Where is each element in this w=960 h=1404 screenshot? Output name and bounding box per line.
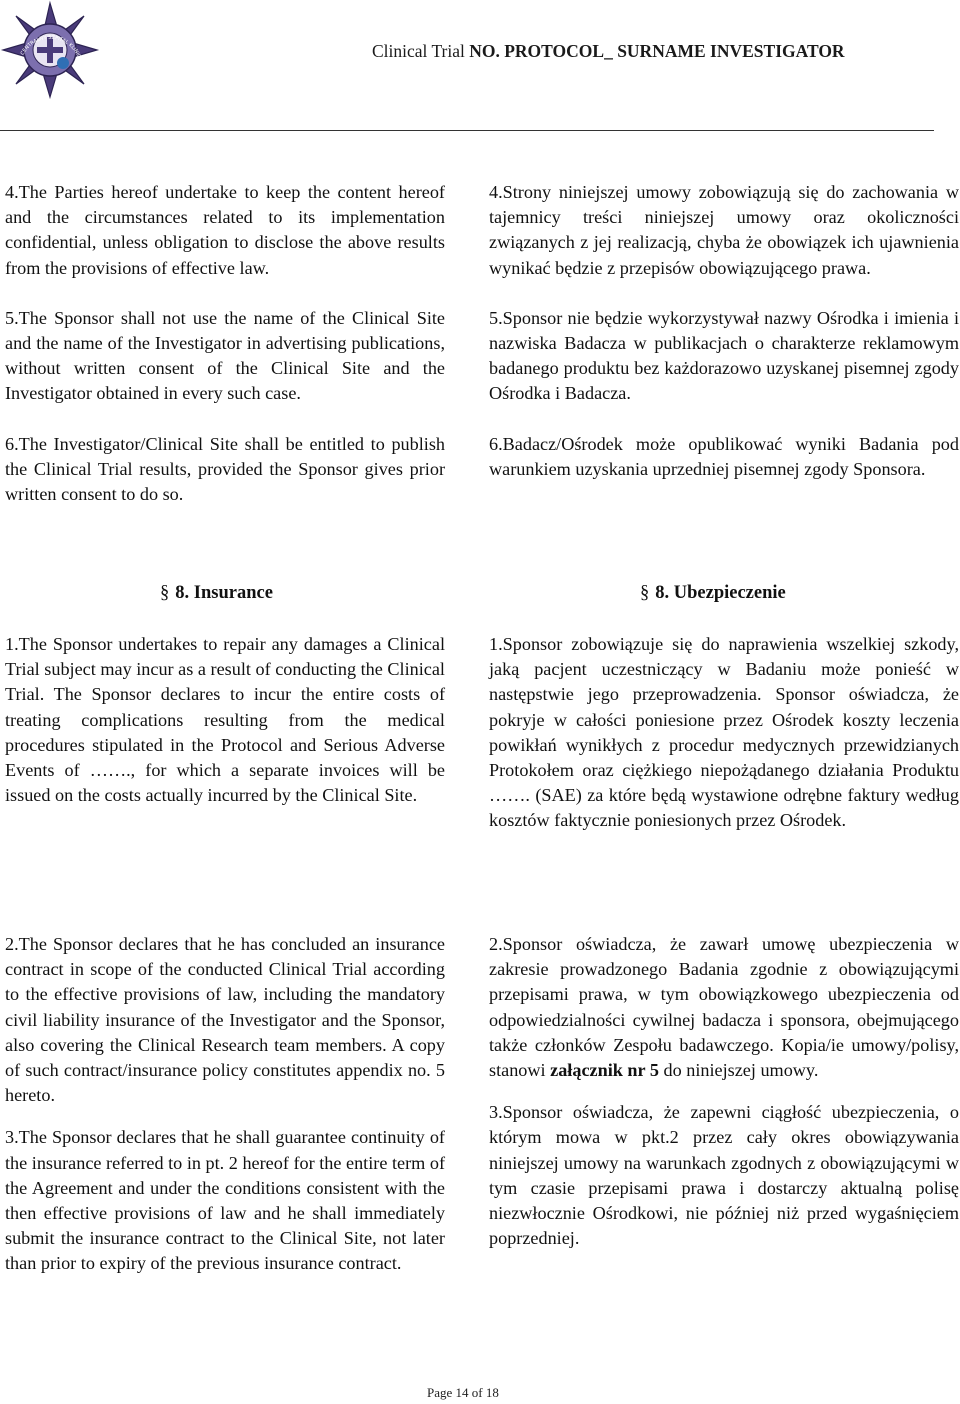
pl-insurance-3: 3.Sponsor oświadcza, że zapewni ciągłość ubezpieczenia, o którym mowa w pkt.2 przez cały okres obowiązywania niniejszej umowy na warunkach zgodnych z obowiązującymi w tym czasie przepisami prawa i dostarczy aktualną polisę niezwłocznie Ośrodkowi, nie później niż przed wygaśnięciem poprzedniej. [489,1102,959,1249]
en-insurance-2: 2.The Sponsor declares that he has concluded an insurance contract in scope of the conducted Clinical Trial according to the effective provisions of law, including the mandatory civil liability insurance of the Investigator and the Sponsor, also covering the Clinical Research team members. A copy of such contract/insurance policy constitutes appendix no. 5 hereto. [5,934,445,1106]
pl-insurance-1: 1.Sponsor zobowiązuje się do naprawienia wszelkiej szkody, jaką pacjent uczestniczący w Badaniu może ponieść w następstwie jego przeprowadzenia. Sponsor oświadcza, że pokryje w całości poniesione przez Ośrodek koszty leczenia powikłań wynikłych z procedur medycznych przewidzianych Protokołem oraz ciężkiego niepożądanego działania Produktu ……. (SAE) za które będą wystawione odrębne faktury według kosztów faktycznie poniesionych przez Ośrodek. [489,634,959,831]
pl-insurance-2: 2.Sponsor oświadcza, że zawarł umowę ubezpieczenia w zakresie prowadzonego Badania zgodnie z obowiązującymi przepisami prawa, w tym obowiązkowego ubezpieczenia od odpowiedzialności cywilnej badacza i sponsora, obejmującego także członków Zespołu badawczego. Kopia/ie umowy/polisy, stanowi załącznik nr 5 do niniejszej umowy. [489,934,959,1081]
en-clause-4: 4.The Parties hereof undertake to keep the content hereof and the circumstances related to its implementation confidential, unless obligation to disclose the above results from the provisions of effective law. [5,182,445,278]
hospital-logo [0,0,100,100]
en-insurance-1: 1.The Sponsor undertakes to repair any damages a Clinical Trial subject may incur as a result of conducting the Clinical Trial. The Sponsor declares to incur the entire costs of treating complications resulting from the medical procedures stipulated in the Protocol and Serious Adverse Events of ……., for which a separate invoices will be issued on the costs actually incurred by the Clinical Site. [5,634,445,806]
svg-text:CENTRALNY SZPITAL KLINICZNY: CENTRALNY SZPITAL KLINIC [19,34,82,60]
en-section-heading: § 8. Insurance [160,583,273,603]
en-clause-5: 5.The Sponsor shall not use the name of the Clinical Site and the name of the Investigator in advertising publications, without written consent of the Clinical Site and the Investigator obtained in every such case. [5,307,445,404]
header-title: Clinical Trial NO. PROTOCOL_ SURNAME INVESTIGATOR [372,41,845,61]
pl-section-heading: § 8. Ubezpieczenie [640,583,786,603]
pl-clause-5: 5.Sponsor nie będzie wykorzystywał nazwy Ośrodka i imienia i nazwiska Badacza w publikacjach o charakterze reklamowym badanego produktu bez każdorazowo uzyskanej pisemnej zgody Ośrodka i Badacza. [489,307,959,404]
en-column-top [5,180,445,507]
en-insurance-3: 3.The Sponsor declares that he shall guarantee continuity of the insurance referred to in pt. 2 hereof for the entire term of the Agreement and under the conditions consistent with the then effective provisions of law and he shall immediately submit the insurance contract to the Clinical Site, not later than prior to expiry of the previous insurance contract. [5,1127,445,1274]
pl-clause-6: 6.Badacz/Ośrodek może opublikować wyniki Badania pod warunkiem uzyskania uprzedniej pisemnej zgody Sponsora. [489,433,959,479]
pl-column-top [489,180,959,482]
page-number: Page 14 of 18 [427,1385,499,1400]
en-clause-6: 6.The Investigator/Clinical Site shall be entitled to publish the Clinical Trial results, provided the Sponsor gives prior written consent to do so. [5,433,445,505]
pl-column-bottom [489,932,959,1251]
pl-clause-4: 4.Strony niniejszej umowy zobowiązują się do zachowania w tajemnicy treści niniejszej umowy oraz okoliczności związanych z jej realizacją, chyba że obowiązek ich ujawnienia wynikać będzie z przepisów obowiązującego prawa. [489,182,959,278]
header-divider [0,130,934,131]
en-column-bottom [5,932,445,1277]
